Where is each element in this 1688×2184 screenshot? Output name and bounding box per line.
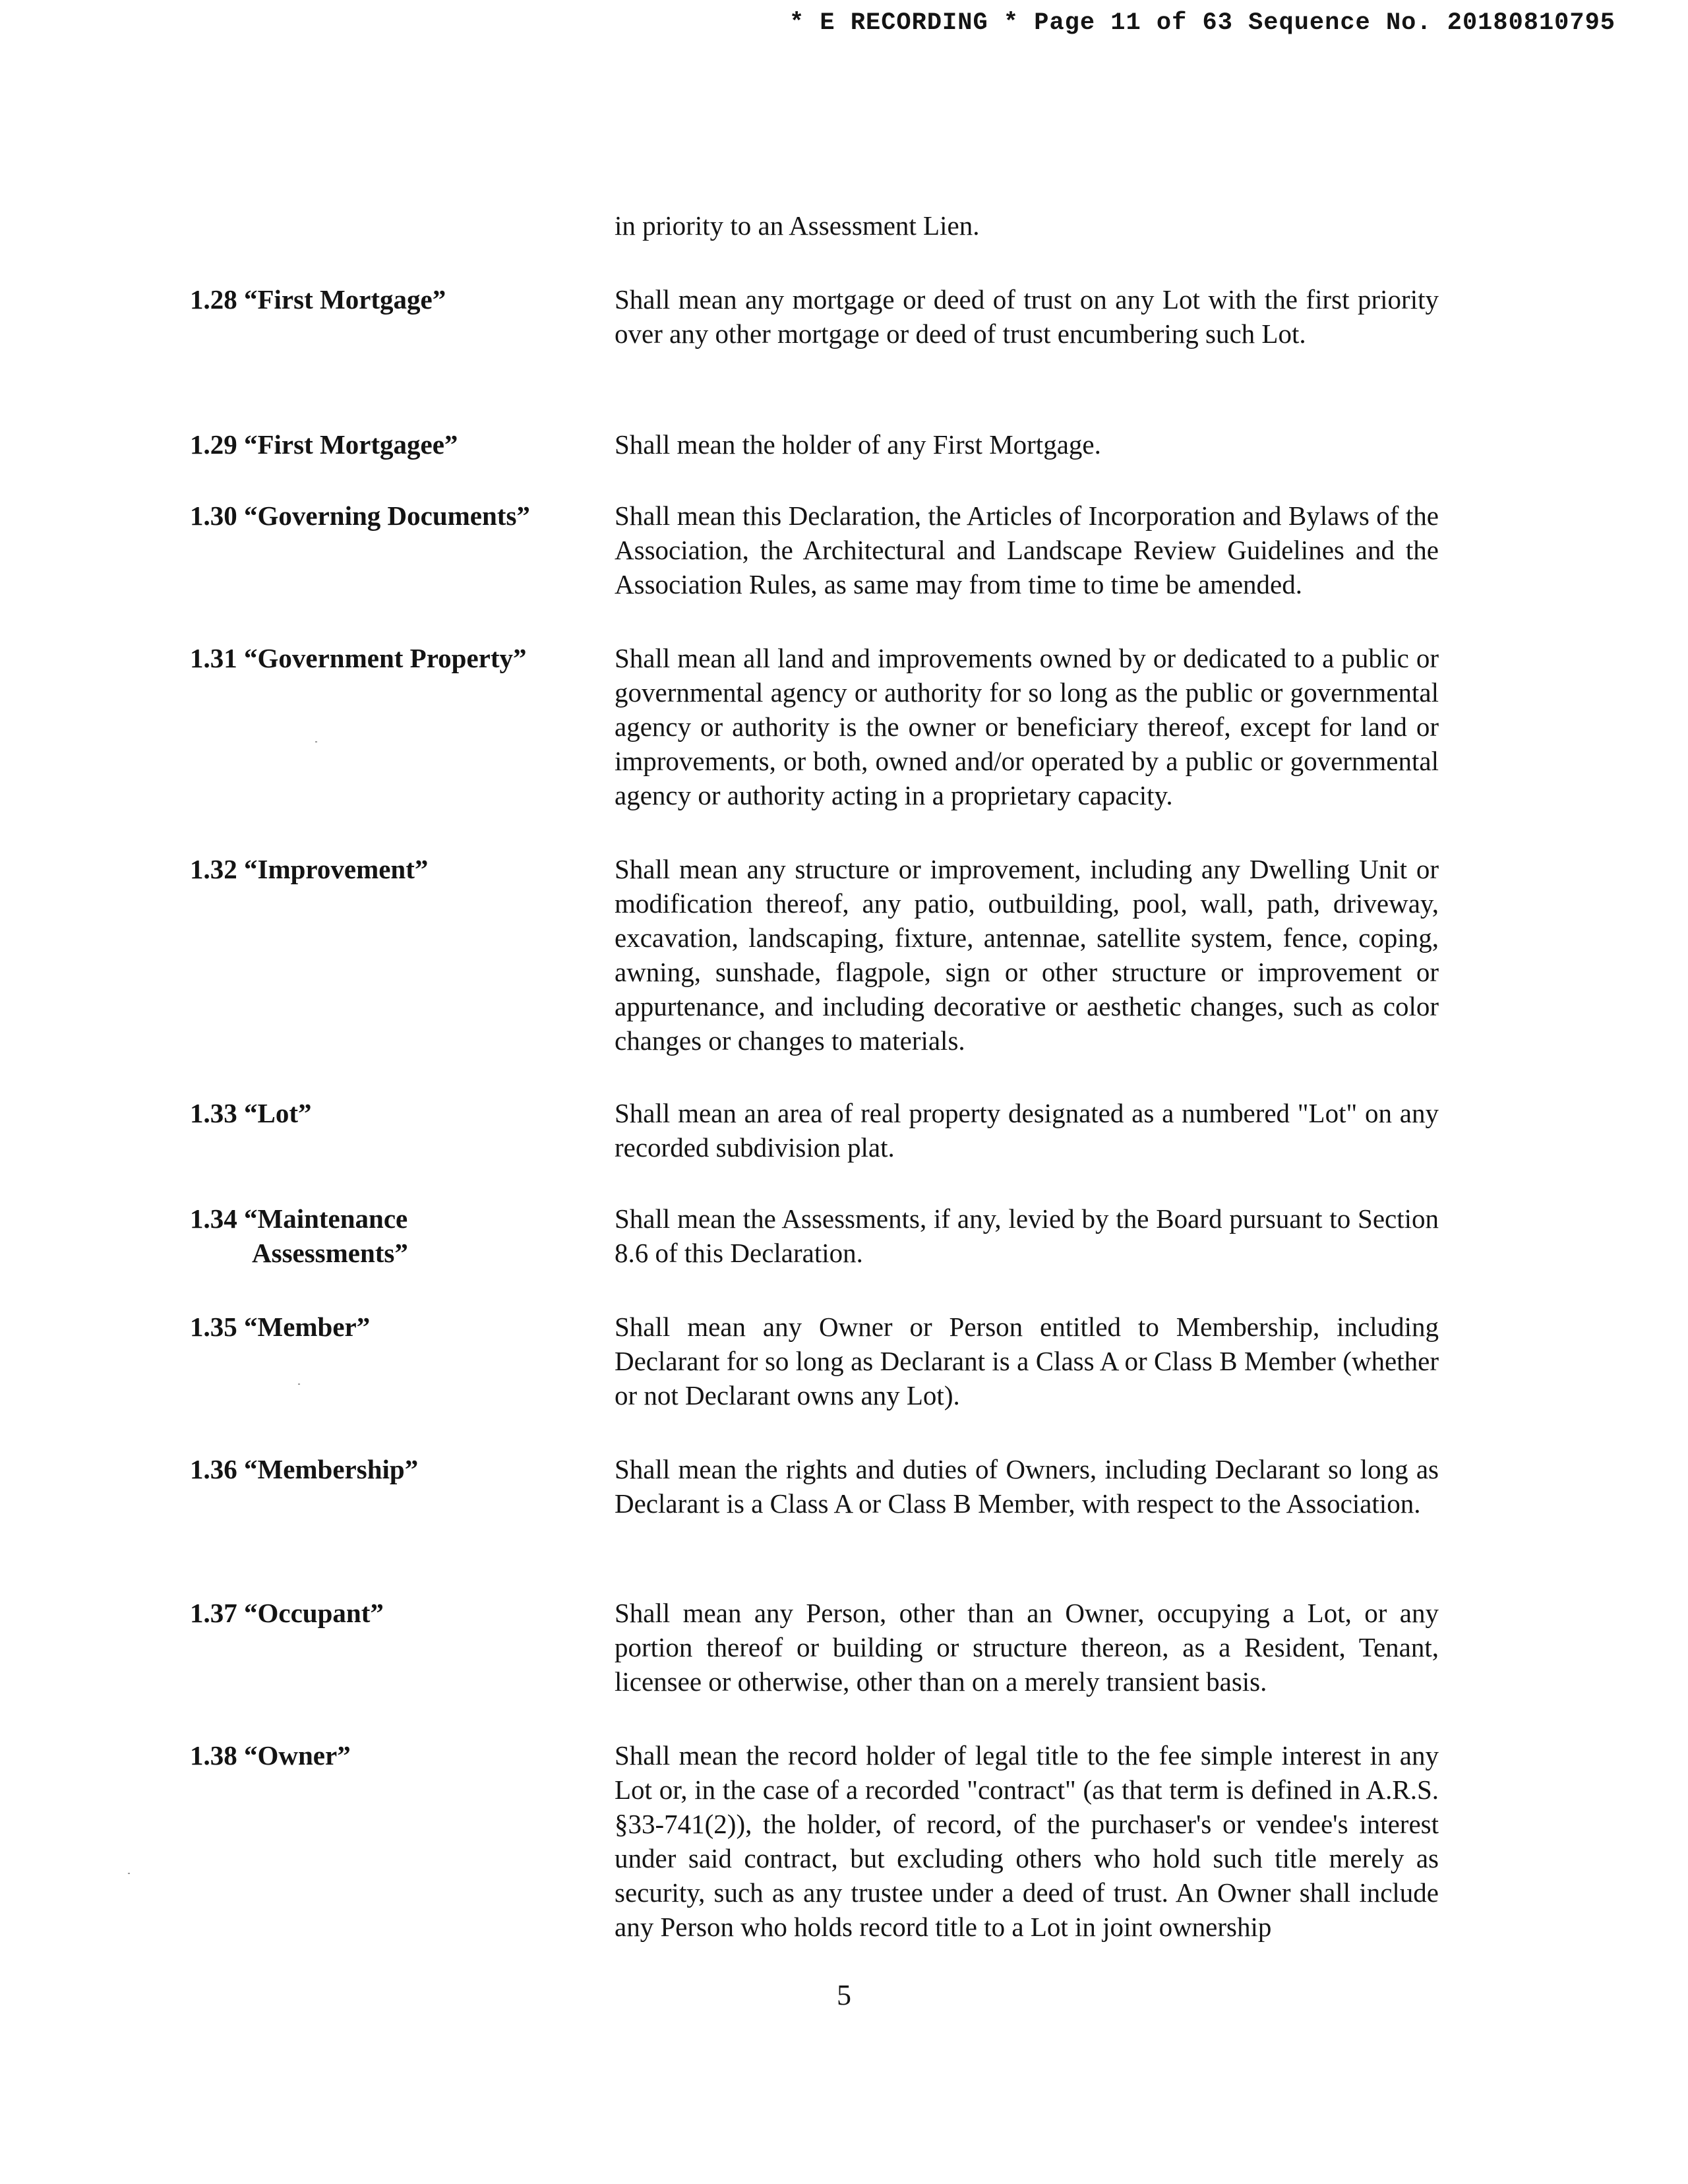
definition-text: Shall mean an area of real property designated as a numbered "Lot" on any recorded subdivision plat. bbox=[615, 1098, 1439, 1163]
definition-number: 1.34 bbox=[190, 1203, 237, 1234]
definition-number: 1.28 bbox=[190, 284, 237, 315]
definition-term-label: “Governing Documents” bbox=[244, 501, 530, 531]
definition-term-label: “First Mortgagee” bbox=[244, 429, 458, 460]
definition-number: 1.38 bbox=[190, 1740, 237, 1771]
definition-term bbox=[190, 1201, 599, 1270]
definition-term-label: “Owner” bbox=[244, 1740, 351, 1771]
definition-number: 1.33 bbox=[190, 1098, 237, 1128]
definition-text: Shall mean the Assessments, if any, levied by the Board pursuant to Section 8.6 of this Declaration. bbox=[615, 1203, 1439, 1268]
definition-term-label: “Lot” bbox=[244, 1098, 312, 1128]
definition-number: 1.37 bbox=[190, 1598, 237, 1628]
definition-text: Shall mean the holder of any First Mortgage. bbox=[615, 429, 1101, 460]
definition-term-label: “Membership” bbox=[244, 1454, 419, 1484]
definition-term-label: “Improvement” bbox=[244, 854, 429, 884]
definition-text: Shall mean the record holder of legal title to the fee simple interest in any Lot or, in the case of a recorded "contract" (as that term is defined in A.R.S. §33-741(2)), the holder, of record, of the purchaser's or vendee's interest under said contract, but excluding others who hold such title merely as security, such as any trustee under a deed of trust. An Owner shall include any Person who holds record title to a Lot in joint ownership bbox=[615, 1740, 1439, 1942]
definition-text: Shall mean any Person, other than an Owner, occupying a Lot, or any portion thereof or building or structure thereon, as a Resident, Tenant, licensee or otherwise, other than on a merely transient basis. bbox=[615, 1598, 1439, 1697]
definition-text: Shall mean this Declaration, the Articles of Incorporation and Bylaws of the Association, the Architectural and Landscape Review Guidelines and the Association Rules, as same may from time to time be amended. bbox=[615, 501, 1439, 599]
definition-text: Shall mean all land and improvements owned by or dedicated to a public or governmental agency or authority for so long as the public or governmental agency or authority is the owner or beneficiary thereof, except for land or improvements, or both, owned and/or operated by a public or governmental agency or authority acting in a proprietary capacity. bbox=[615, 643, 1439, 810]
definition-term bbox=[190, 852, 599, 886]
definition-term bbox=[190, 1596, 599, 1630]
definition-term-label: “Occupant” bbox=[244, 1598, 384, 1628]
definition-number: 1.30 bbox=[190, 501, 237, 531]
definition-term-label: “First Mortgage” bbox=[244, 284, 446, 315]
definition-term bbox=[190, 1452, 599, 1486]
definition-text: Shall mean any mortgage or deed of trust on any Lot with the first priority over any other mortgage or deed of trust encumbering such Lot. bbox=[615, 284, 1439, 349]
definition-term-label-line2: Assessments” bbox=[252, 1238, 408, 1268]
definition-number: 1.29 bbox=[190, 429, 237, 460]
definition-number: 1.32 bbox=[190, 854, 237, 884]
definition-term-label: “Member” bbox=[244, 1312, 371, 1342]
recording-header: * E RECORDING * Page 11 of 63 Sequence No. 20180810795 bbox=[789, 9, 1615, 37]
definition-term bbox=[190, 641, 599, 675]
definition-text: Shall mean the rights and duties of Owners, including Declarant so long as Declarant is a Class A or Class B Member, with respect to the Association. bbox=[615, 1454, 1439, 1519]
definition-number: 1.31 bbox=[190, 643, 237, 673]
continuation-text: in priority to an Assessment Lien. bbox=[615, 210, 980, 241]
scan-speck bbox=[298, 1383, 300, 1385]
definition-term bbox=[190, 1310, 599, 1344]
definition-text: Shall mean any Owner or Person entitled to Membership, including Declarant for so long as Declarant is a Class A or Class B Member (whether or not Declarant owns any Lot). bbox=[615, 1312, 1439, 1410]
definition-term-label: “Maintenance bbox=[244, 1203, 408, 1234]
scan-speck bbox=[315, 741, 317, 743]
definition-term bbox=[190, 499, 599, 533]
scan-speck bbox=[128, 1873, 130, 1874]
definition-term-label: “Government Property” bbox=[244, 643, 527, 673]
definition-text: Shall mean any structure or improvement, including any Dwelling Unit or modification thereof, any patio, outbuilding, pool, wall, path, driveway, excavation, landscaping, fixture, antennae, satellite system, fence, coping, awning, sunshade, flagpole, sign or other structure or improvement or appurtenance, and including decorative or aesthetic changes, such as color changes or changes to materials. bbox=[615, 854, 1439, 1056]
definition-number: 1.35 bbox=[190, 1312, 237, 1342]
definition-number: 1.36 bbox=[190, 1454, 237, 1484]
definition-term bbox=[190, 1096, 599, 1130]
definition-term bbox=[190, 282, 599, 317]
definition-term bbox=[190, 1738, 599, 1773]
page-number: 5 bbox=[837, 1979, 851, 2011]
definition-term bbox=[190, 427, 599, 462]
